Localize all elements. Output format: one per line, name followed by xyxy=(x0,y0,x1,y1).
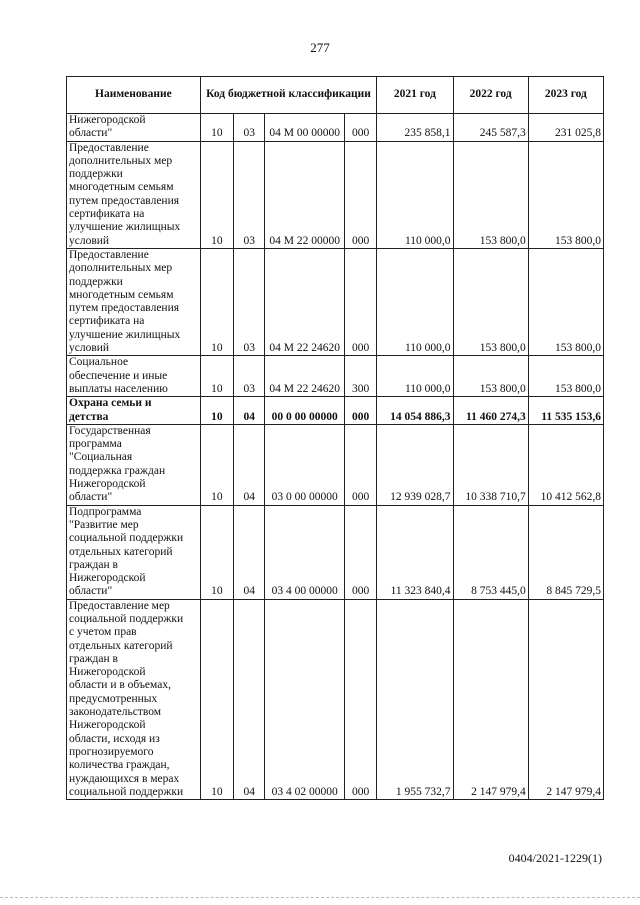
row-name: Предоставление дополнительных мер поддержки многодетным семьям путем предоставления сертификата на улучшение жилищных условий xyxy=(67,141,201,248)
row-section-code: 10 xyxy=(200,356,233,397)
page-number: 277 xyxy=(310,40,330,55)
table-row xyxy=(67,505,604,599)
row-target-code: 04 М 22 00000 xyxy=(265,141,344,248)
row-value-2023: 11 535 153,6 xyxy=(528,397,603,425)
row-value-2023: 8 845 729,5 xyxy=(528,505,603,599)
row-name: Социальное обеспечение и иные выплаты населению xyxy=(67,356,201,397)
row-target-code: 03 4 02 00000 xyxy=(265,599,344,799)
row-target-code: 03 0 00 00000 xyxy=(265,424,344,505)
row-target-code: 04 М 22 24620 xyxy=(265,248,344,355)
row-name: Охрана семьи и детства xyxy=(67,397,201,425)
row-value-2021: 110 000,0 xyxy=(377,356,453,397)
row-subsection-code: 04 xyxy=(234,424,265,505)
row-name: Предоставление мер социальной поддержки с учетом прав отдельных категорий граждан в Нижегородской области и в объемах, предусмотренных законодательством Нижегородской области, исходя из прогнозируемого количества граждан, нуждающихся в мерах социальной поддержки xyxy=(67,599,201,799)
row-subsection-code: 04 xyxy=(234,599,265,799)
row-subsection-code: 03 xyxy=(234,248,265,355)
header-2021: 2021 год xyxy=(377,77,453,114)
row-subsection-code: 04 xyxy=(234,397,265,425)
row-name: Подпрограмма "Развитие мер социальной поддержки отдельных категорий граждан в Нижегородской области" xyxy=(67,505,201,599)
row-value-2021: 11 323 840,4 xyxy=(377,505,453,599)
row-value-2022: 10 338 710,7 xyxy=(453,424,528,505)
table-row xyxy=(67,356,604,397)
row-section-code: 10 xyxy=(200,114,233,142)
row-value-2021: 1 955 732,7 xyxy=(377,599,453,799)
row-section-code: 10 xyxy=(200,505,233,599)
row-value-2022: 153 800,0 xyxy=(453,141,528,248)
table-body xyxy=(67,114,604,800)
row-name: Предоставление дополнительных мер поддержки многодетным семьям путем предоставления сертификата на улучшение жилищных условий xyxy=(67,248,201,355)
row-target-code: 00 0 00 00000 xyxy=(265,397,344,425)
row-subsection-code: 03 xyxy=(234,356,265,397)
table-row xyxy=(67,114,604,142)
row-expense-type-code: 000 xyxy=(344,599,376,799)
header-2022: 2022 год xyxy=(453,77,528,114)
row-value-2023: 10 412 562,8 xyxy=(528,424,603,505)
row-section-code: 10 xyxy=(200,141,233,248)
row-expense-type-code: 000 xyxy=(344,141,376,248)
row-section-code: 10 xyxy=(200,248,233,355)
row-expense-type-code: 000 xyxy=(344,114,376,142)
document-code: 0404/2021-1229(1) xyxy=(508,851,602,865)
row-value-2022: 11 460 274,3 xyxy=(453,397,528,425)
row-subsection-code: 04 xyxy=(234,505,265,599)
row-subsection-code: 03 xyxy=(234,114,265,142)
row-name: Государственная программа "Социальная поддержка граждан Нижегородской области" xyxy=(67,424,201,505)
row-expense-type-code: 000 xyxy=(344,424,376,505)
table-row xyxy=(67,397,604,425)
row-value-2021: 12 939 028,7 xyxy=(377,424,453,505)
header-2023: 2023 год xyxy=(528,77,603,114)
table-row xyxy=(67,141,604,248)
row-expense-type-code: 000 xyxy=(344,397,376,425)
row-expense-type-code: 300 xyxy=(344,356,376,397)
row-value-2022: 245 587,3 xyxy=(453,114,528,142)
row-section-code: 10 xyxy=(200,397,233,425)
row-value-2021: 110 000,0 xyxy=(377,141,453,248)
row-expense-type-code: 000 xyxy=(344,505,376,599)
row-value-2023: 2 147 979,4 xyxy=(528,599,603,799)
row-section-code: 10 xyxy=(200,424,233,505)
row-value-2023: 153 800,0 xyxy=(528,141,603,248)
row-section-code: 10 xyxy=(200,599,233,799)
table-row xyxy=(67,599,604,799)
table-row xyxy=(67,424,604,505)
row-value-2022: 153 800,0 xyxy=(453,248,528,355)
row-value-2022: 153 800,0 xyxy=(453,356,528,397)
row-value-2022: 8 753 445,0 xyxy=(453,505,528,599)
row-expense-type-code: 000 xyxy=(344,248,376,355)
row-value-2023: 153 800,0 xyxy=(528,356,603,397)
row-value-2021: 14 054 886,3 xyxy=(377,397,453,425)
row-value-2022: 2 147 979,4 xyxy=(453,599,528,799)
table-header xyxy=(67,77,604,114)
table-row xyxy=(67,248,604,355)
row-target-code: 04 М 00 00000 xyxy=(265,114,344,142)
row-value-2021: 235 858,1 xyxy=(377,114,453,142)
budget-table xyxy=(66,76,604,800)
header-code: Код бюджетной классификации xyxy=(200,77,377,114)
row-name: Нижегородской области" xyxy=(67,114,201,142)
row-value-2021: 110 000,0 xyxy=(377,248,453,355)
row-value-2023: 153 800,0 xyxy=(528,248,603,355)
row-target-code: 04 М 22 24620 xyxy=(265,356,344,397)
row-value-2023: 231 025,8 xyxy=(528,114,603,142)
row-target-code: 03 4 00 00000 xyxy=(265,505,344,599)
header-name: Наименование xyxy=(67,77,201,114)
scan-edge-line xyxy=(0,897,640,898)
row-subsection-code: 03 xyxy=(234,141,265,248)
